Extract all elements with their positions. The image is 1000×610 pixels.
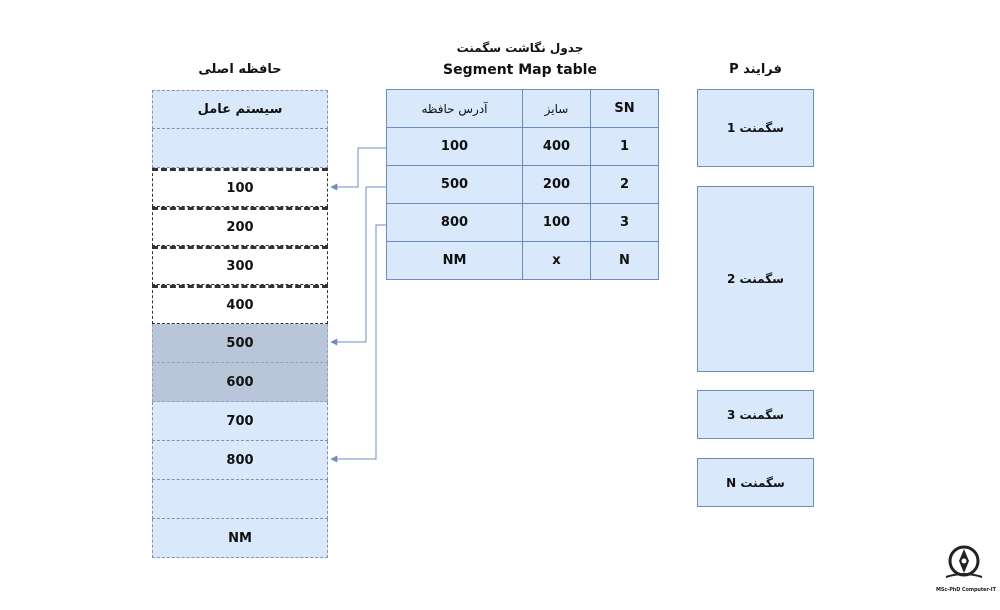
segment-label: سگمنت 1 [727, 121, 784, 135]
cell-sn: 1 [591, 128, 659, 166]
logo-text: MSc-PhD Computer-IT [936, 587, 996, 593]
memory-cell-label: 600 [226, 374, 254, 390]
memory-cell-label: 700 [226, 413, 254, 429]
memory-cell-label: 200 [226, 220, 254, 235]
segment-label: سگمنت 2 [727, 272, 784, 286]
site-logo [936, 543, 996, 593]
cell-size: x [523, 242, 591, 280]
process-title: فرایند P [729, 62, 782, 77]
segment-label: سگمنت N [726, 475, 785, 490]
segment-table-title-fa: جدول نگاشت سگمنت [456, 41, 584, 55]
memory-cell-label: 400 [226, 298, 254, 313]
cell-sn: 2 [591, 166, 659, 204]
main-memory-title: حافظه اصلی [198, 62, 282, 77]
memory-cell-label: 500 [226, 335, 254, 351]
cell-size: 100 [523, 204, 591, 242]
memory-cell-label: 800 [226, 452, 254, 468]
arrow-segment-1-to-100 [331, 148, 386, 187]
memory-cell-label: NM [228, 530, 252, 546]
segment-table-title-en: Segment Map table [443, 62, 597, 78]
cell-address: NM [387, 242, 523, 280]
cell-sn: N [591, 242, 659, 280]
header-sn: SN [591, 90, 659, 128]
memory-cell-label: 300 [226, 259, 254, 274]
cell-address: 500 [387, 166, 523, 204]
memory-cell-label: 100 [226, 181, 254, 196]
cell-address: 100 [387, 128, 523, 166]
cell-sn: 3 [591, 204, 659, 242]
header-size: سایز [523, 90, 591, 128]
arrow-segment-2-to-500 [331, 187, 386, 342]
segment-label: سگمنت 3 [727, 407, 784, 422]
memory-cell-label: سیستم عامل [197, 102, 283, 117]
cell-address: 800 [387, 204, 523, 242]
logo-icon [942, 543, 986, 583]
header-address: آدرس حافظه [387, 90, 523, 128]
cell-size: 200 [523, 166, 591, 204]
cell-size: 400 [523, 128, 591, 166]
